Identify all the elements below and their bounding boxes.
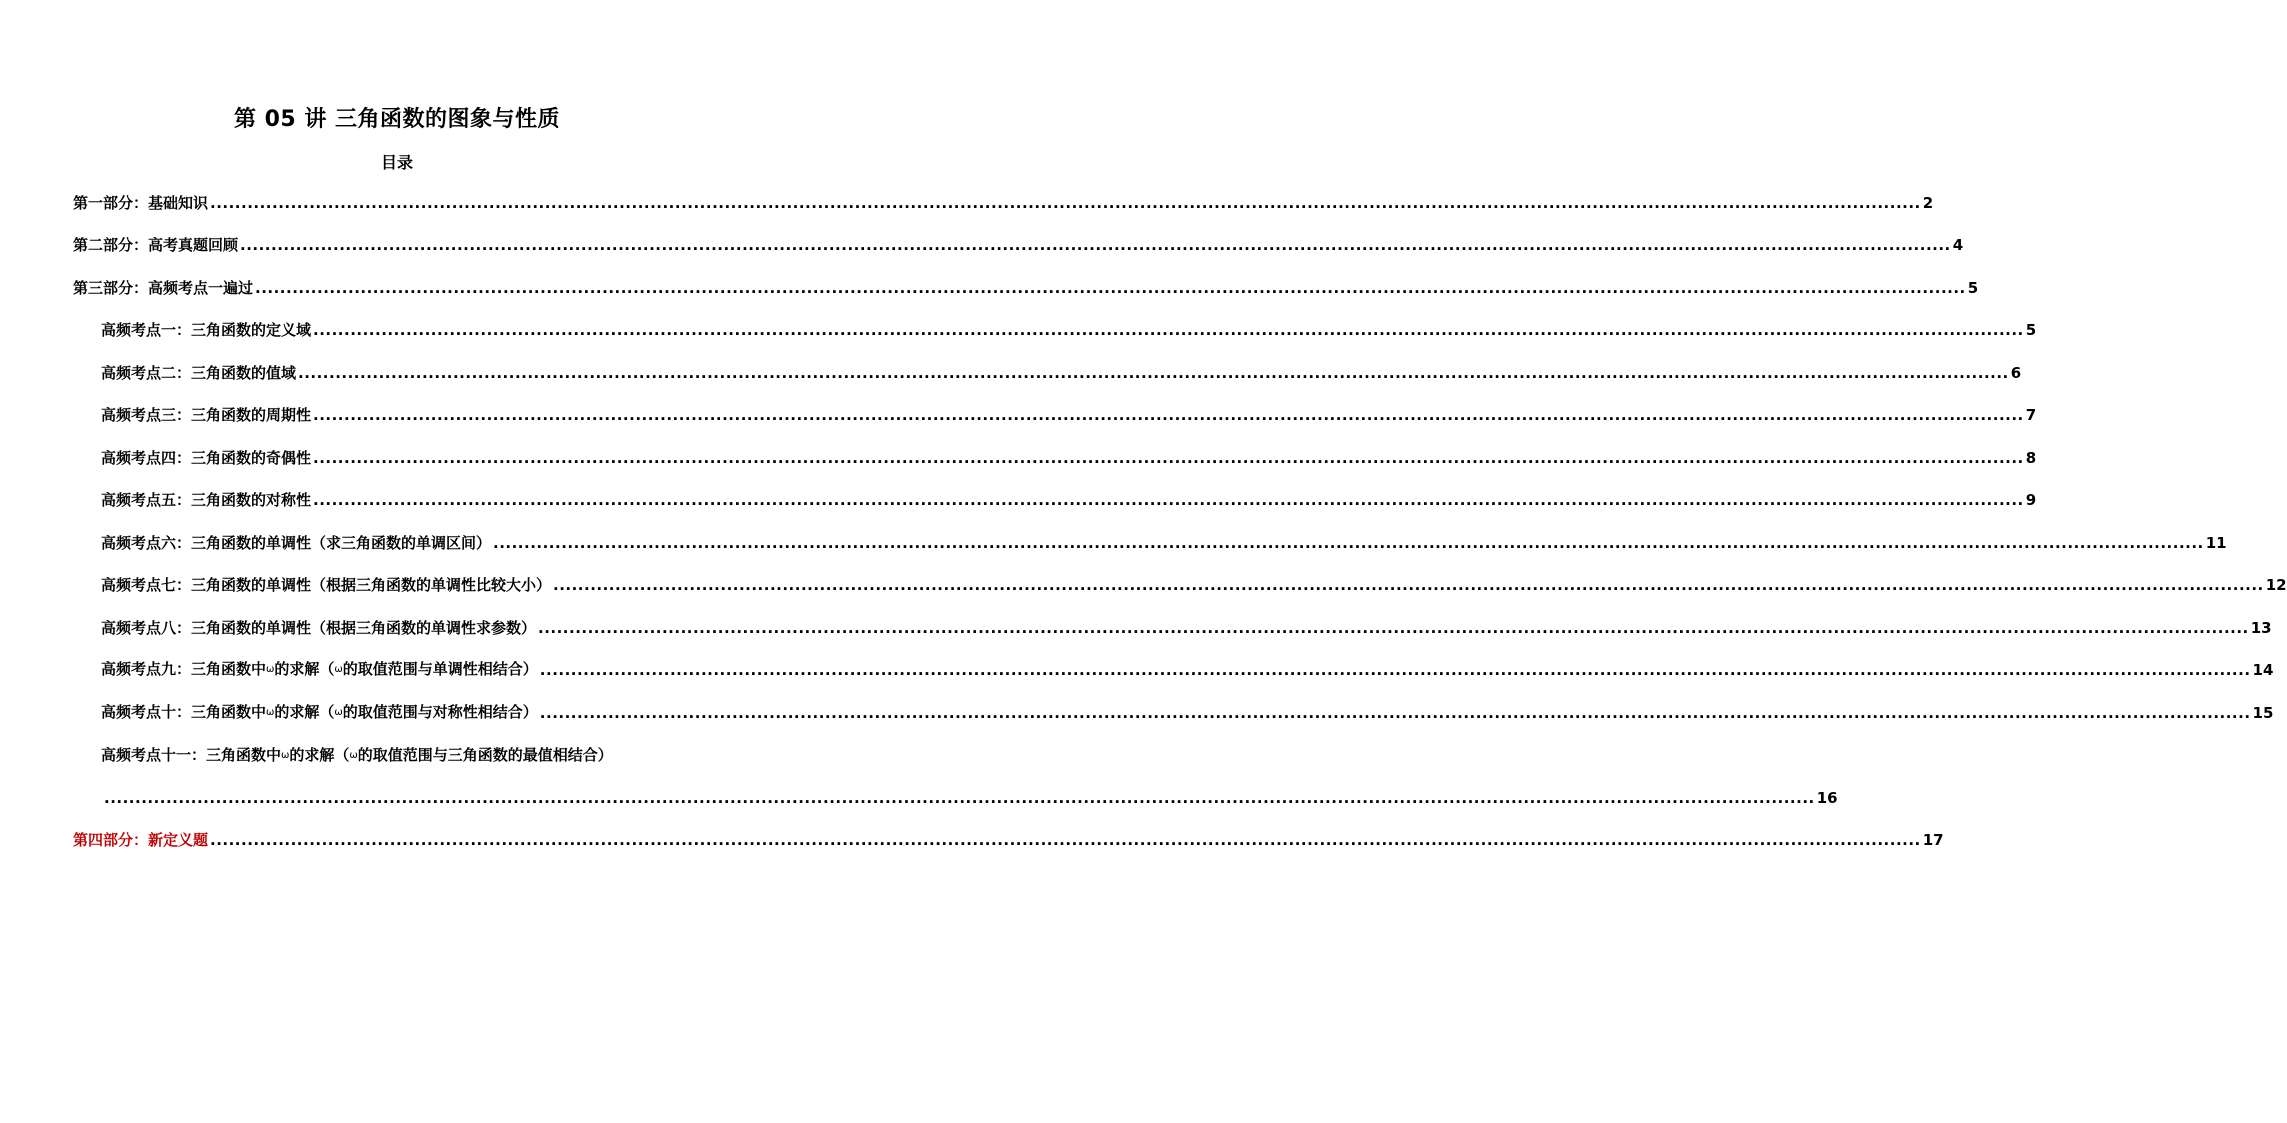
toc-page-number: 16 <box>1816 789 1838 807</box>
toc-entry-label: 高频考点六：三角函数的单调性（求三角函数的单调区间） <box>101 534 492 552</box>
dot-leader: .................................................................................................................................................................................................................................................................................... <box>493 534 2204 552</box>
omega-symbol: ω <box>349 750 358 761</box>
toc-page-number: 5 <box>1967 279 1979 297</box>
label-part: 高频考点十一：三角函数中 <box>101 746 282 764</box>
dot-leader: .................................................................................................................................................................................................................................................................................... <box>210 831 1921 849</box>
toc-entry-topic-8[interactable] <box>101 615 2272 641</box>
label-part: 的取值范围与单调性相结合） <box>342 660 538 678</box>
toc-entry-part-1[interactable] <box>73 190 1934 216</box>
dot-leader: .................................................................................................................................................................................................................................................................................... <box>553 576 2264 594</box>
toc-entry-part-2[interactable] <box>73 232 1964 258</box>
toc-page-number: 13 <box>2250 619 2272 637</box>
toc-entry-topic-5[interactable] <box>101 487 2037 513</box>
toc-entry-label: 高频考点五：三角函数的对称性 <box>101 491 312 509</box>
toc-entry-label: 高频考点三：三角函数的周期性 <box>101 406 312 424</box>
dot-leader: .................................................................................................................................................................................................................................................................................... <box>255 279 1966 297</box>
label-part: 的取值范围与对称性相结合） <box>342 703 538 721</box>
toc-entry-topic-6[interactable] <box>101 530 2227 556</box>
toc-page-number: 17 <box>1922 831 1944 849</box>
toc-page-number: 15 <box>2252 704 2274 722</box>
dot-leader: .................................................................................................................................................................................................................................................................................... <box>313 449 2024 467</box>
toc-page-number: 14 <box>2252 661 2274 679</box>
toc-entry-label <box>101 699 538 726</box>
toc-heading: 目录 <box>380 153 413 172</box>
toc-entry-topic-1[interactable] <box>101 317 2037 343</box>
dot-leader: .................................................................................................................................................................................................................................................................................... <box>313 491 2024 509</box>
dot-leader: .................................................................................................................................................................................................................................................................................... <box>539 704 2251 722</box>
toc-page-number: 8 <box>2025 449 2037 467</box>
toc-entry-label: 高频考点七：三角函数的单调性（根据三角函数的单调性比较大小） <box>101 576 552 594</box>
toc-entry-topic-11-leader[interactable] <box>104 785 1838 811</box>
label-part: 的求解（ <box>274 660 335 678</box>
toc-entry-label: 高频考点四：三角函数的奇偶性 <box>101 449 312 467</box>
toc-page-number: 6 <box>2010 364 2022 382</box>
toc-page-number: 7 <box>2025 406 2037 424</box>
label-part: 高频考点九：三角函数中 <box>101 660 267 678</box>
toc-entry-label: 第四部分：新定义题 <box>73 831 209 849</box>
toc-entry-topic-2[interactable] <box>101 360 2022 386</box>
toc-entry-topic-7[interactable] <box>101 572 2287 598</box>
dot-leader: .................................................................................................................................................................................................................................................................................... <box>240 236 1951 254</box>
toc-entry-label: 第三部分：高频考点一遍过 <box>73 279 254 297</box>
document-title: 第 05 讲 三角函数的图象与性质 <box>233 107 561 132</box>
toc-entry-label: 第二部分：高考真题回顾 <box>73 236 239 254</box>
toc-entry-topic-4[interactable] <box>101 445 2037 471</box>
label-part: 高频考点十：三角函数中 <box>101 703 267 721</box>
toc-page-number: 2 <box>1922 194 1934 212</box>
dot-leader: .................................................................................................................................................................................................................................................................................... <box>298 364 2009 382</box>
toc-entry-label: 高频考点一：三角函数的定义域 <box>101 321 312 339</box>
toc-entry-part-3[interactable] <box>73 275 1979 301</box>
toc-entry-topic-10[interactable] <box>101 700 2274 726</box>
dot-leader: .................................................................................................................................................................................................................................................................................... <box>539 661 2251 679</box>
omega-symbol: ω <box>281 750 290 761</box>
dot-leader: .................................................................................................................................................................................................................................................................................... <box>104 789 1815 807</box>
omega-symbol: ω <box>334 707 343 718</box>
toc-entry-topic-9[interactable] <box>101 657 2274 683</box>
toc-page-number: 12 <box>2265 576 2287 594</box>
omega-symbol: ω <box>334 664 343 675</box>
toc-entry-part-4[interactable] <box>73 827 1944 853</box>
toc-entry-topic-11[interactable] <box>101 742 723 768</box>
toc-page-number: 4 <box>1952 236 1964 254</box>
omega-symbol: ω <box>266 664 275 675</box>
toc-entry-label: 第一部分：基础知识 <box>73 194 209 212</box>
label-part: 的取值范围与三角函数的最值相结合） <box>357 746 613 764</box>
toc-page-number: 11 <box>2205 534 2227 552</box>
toc-entry-label <box>101 656 538 683</box>
label-part: 的求解（ <box>274 703 335 721</box>
dot-leader: .................................................................................................................................................................................................................................................................................... <box>538 619 2249 637</box>
dot-leader: .................................................................................................................................................................................................................................................................................... <box>313 321 2024 339</box>
dot-leader: .................................................................................................................................................................................................................................................................................... <box>210 194 1921 212</box>
omega-symbol: ω <box>266 707 275 718</box>
toc-page-number: 9 <box>2025 491 2037 509</box>
dot-leader: .................................................................................................................................................................................................................................................................................... <box>313 406 2024 424</box>
toc-entry-label: 高频考点二：三角函数的值域 <box>101 364 297 382</box>
toc-entry-topic-3[interactable] <box>101 402 2037 428</box>
label-part: 的求解（ <box>289 746 350 764</box>
toc-entry-label: 高频考点八：三角函数的单调性（根据三角函数的单调性求参数） <box>101 619 537 637</box>
toc-page-number: 5 <box>2025 321 2037 339</box>
